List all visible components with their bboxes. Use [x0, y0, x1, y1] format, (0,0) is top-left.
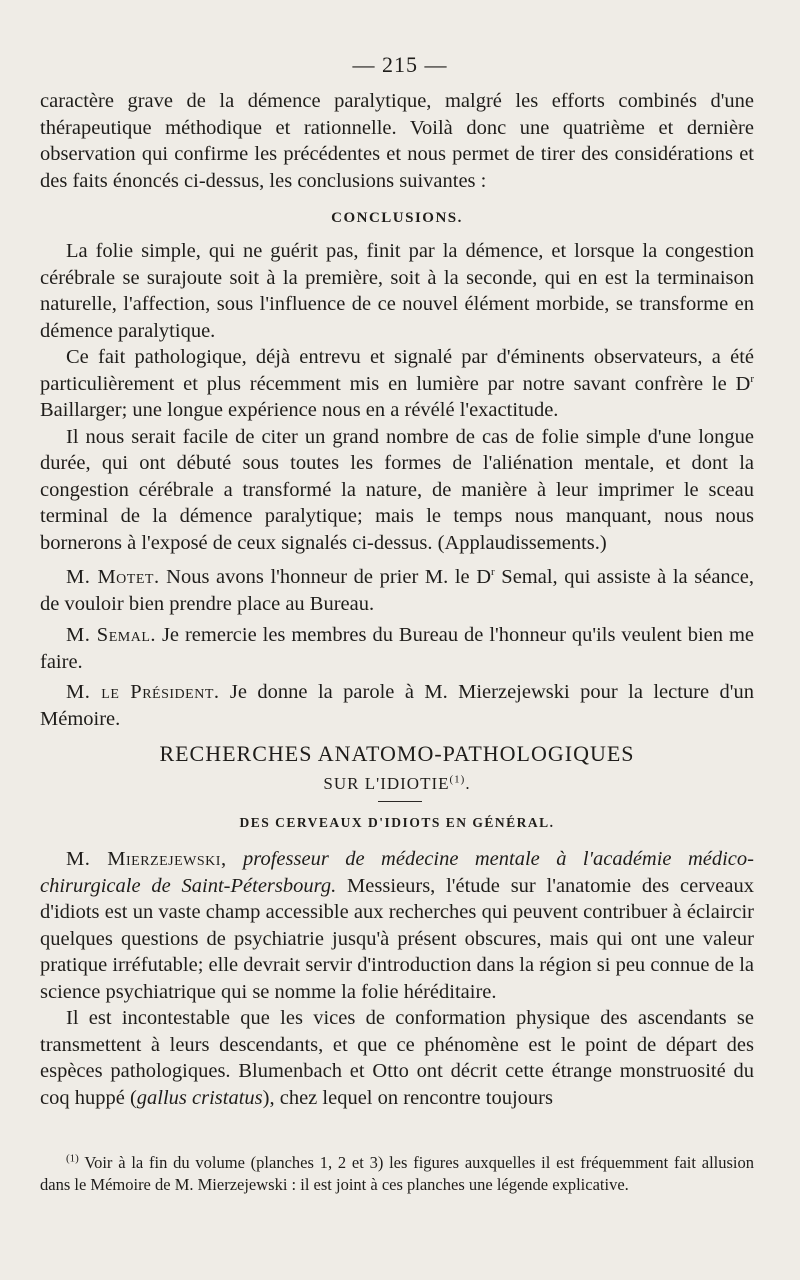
semal-text: Je remercie les membres du Bureau de l'honneur qu'ils veulent bien me faire.: [40, 624, 754, 673]
heredity-text-a: Il est incontestable que les vices de conformation physique des ascendants se transmettent à leurs descendants, et que ce phénomène est le point de départ des espèces pathologiques. Blumenbach et Otto ont décrit cette étrange monstruosité du coq huppé (: [40, 1007, 754, 1109]
conclusions-heading: CONCLUSIONS.: [331, 210, 463, 226]
footnote: [40, 1152, 754, 1196]
intro-paragraph-block: [40, 88, 754, 194]
conclusion-paragraph-1: La folie simple, qui ne guérit pas, finit par la démence, et lorsque la congestion cérébrale se surajoute soit à la première, soit à la seconde, qui en est la terminaison naturelle, l'affection, sous l'influence de ce nouvel élément morbide, se transforme en démence paralytique.: [40, 240, 754, 342]
conclusion-paragraph-2: [40, 344, 754, 424]
semal-block: [40, 622, 754, 675]
motet-text-b: Semal, qui assiste à la séance, de vouloir bien prendre place au Bureau.: [40, 566, 755, 615]
motet-speaker: M. Motet.: [66, 566, 160, 588]
mierzejewski-role: professeur de médecine mentale à l'académie médico-chirurgicale de Saint-Pétersbourg.: [40, 848, 754, 897]
footnote-text: Voir à la fin du volume (planches 1, 2 et 3) les figures auxquelles il est fréquemment fait allusion dans le Mémoire de M. Mierzejewski : il est joint à ces planches une légende explicative.: [40, 1153, 754, 1194]
section-heading-block: [40, 814, 754, 832]
president-text: Je donne la parole à M. Mierzejewski pour la lecture d'un Mémoire.: [40, 681, 754, 730]
president-speaker: M. le Président.: [66, 681, 220, 703]
mierzejewski-block: [40, 846, 754, 1111]
memoir-title-block: [40, 740, 754, 795]
section-heading: DES CERVEAUX D'IDIOTS EN GÉNÉRAL.: [239, 815, 555, 830]
president-block: [40, 679, 754, 732]
memoir-subtitle-note: (1): [449, 773, 466, 786]
memoir-subtitle: [40, 773, 754, 795]
motet-paragraph: [40, 564, 754, 617]
conclusion-2-text-b: Baillarger; une longue expérience nous en a révélé l'exactitude.: [40, 399, 559, 421]
heredity-text-b: ), chez lequel on rencontre toujours: [262, 1086, 553, 1109]
heredity-paragraph: [40, 1005, 754, 1111]
motet-text-a: Nous avons l'honneur de prier M. le D: [159, 566, 492, 588]
mierzejewski-text: Messieurs, l'étude sur l'anatomie des cerveaux d'idiots est un vaste champ accessible aux recherches qui peuvent contribuer à éclaircir quelques questions de psychiatrie jusqu'à présent obscures, mais qui ont une valeur pratique irréfutable; elle devrait servir d'introduction dans la région si peu connue de la science psychiatrique qui se nomme la folie héréditaire.: [40, 874, 755, 1003]
memoir-subtitle-end: .: [465, 774, 471, 793]
mierzejewski-paragraph: [40, 846, 754, 1005]
conclusion-2-sup: r: [750, 372, 754, 385]
semal-paragraph: [40, 622, 754, 675]
heredity-italic: gallus cristatus: [136, 1086, 263, 1109]
president-paragraph: [40, 679, 754, 732]
intro-paragraph: caractère grave de la démence paralytique, malgré les efforts combinés d'une thérapeutique méthodique et rationnelle. Voilà donc une quatrième et dernière observation qui confirme les précédentes et nous permet de tirer des considérations et des faits énoncés ci-dessus, les conclusions suivantes :: [40, 90, 754, 192]
conclusions-body: [40, 238, 754, 556]
conclusions-block: [40, 208, 754, 228]
page-number: — 215 —: [352, 52, 448, 77]
motet-sup: r: [491, 566, 495, 579]
footnote-block: [40, 1152, 754, 1196]
conclusion-paragraph-3: Il nous serait facile de citer un grand nombre de cas de folie simple d'une longue durée, qui ont débuté sous toutes les formes de l'aliénation mentale, et dont la congestion cérébrale a transformé la nature, de manière à leur imprimer le sceau terminal de la démence paralytique; mais le temps nous manquant, nous nous bornerons à l'exposé de ceux signalés ci-dessus. (Applaudissements.): [40, 425, 754, 554]
mierzejewski-speaker: M. Mierzejewski,: [66, 848, 227, 870]
conclusion-2-text-a: Ce fait pathologique, déjà entrevu et signalé par d'éminents observateurs, a été particulièrement et plus récemment mis en lumière par notre savant confrère le D: [40, 346, 754, 395]
footnote-mark: (1): [66, 1152, 79, 1165]
semal-speaker: M. Semal.: [66, 624, 156, 646]
title-divider: [378, 801, 422, 802]
memoir-subtitle-text: SUR L'IDIOTIE: [323, 774, 450, 793]
memoir-title: RECHERCHES ANATOMO-PATHOLOGIQUES: [159, 741, 635, 766]
motet-block: [40, 564, 754, 617]
